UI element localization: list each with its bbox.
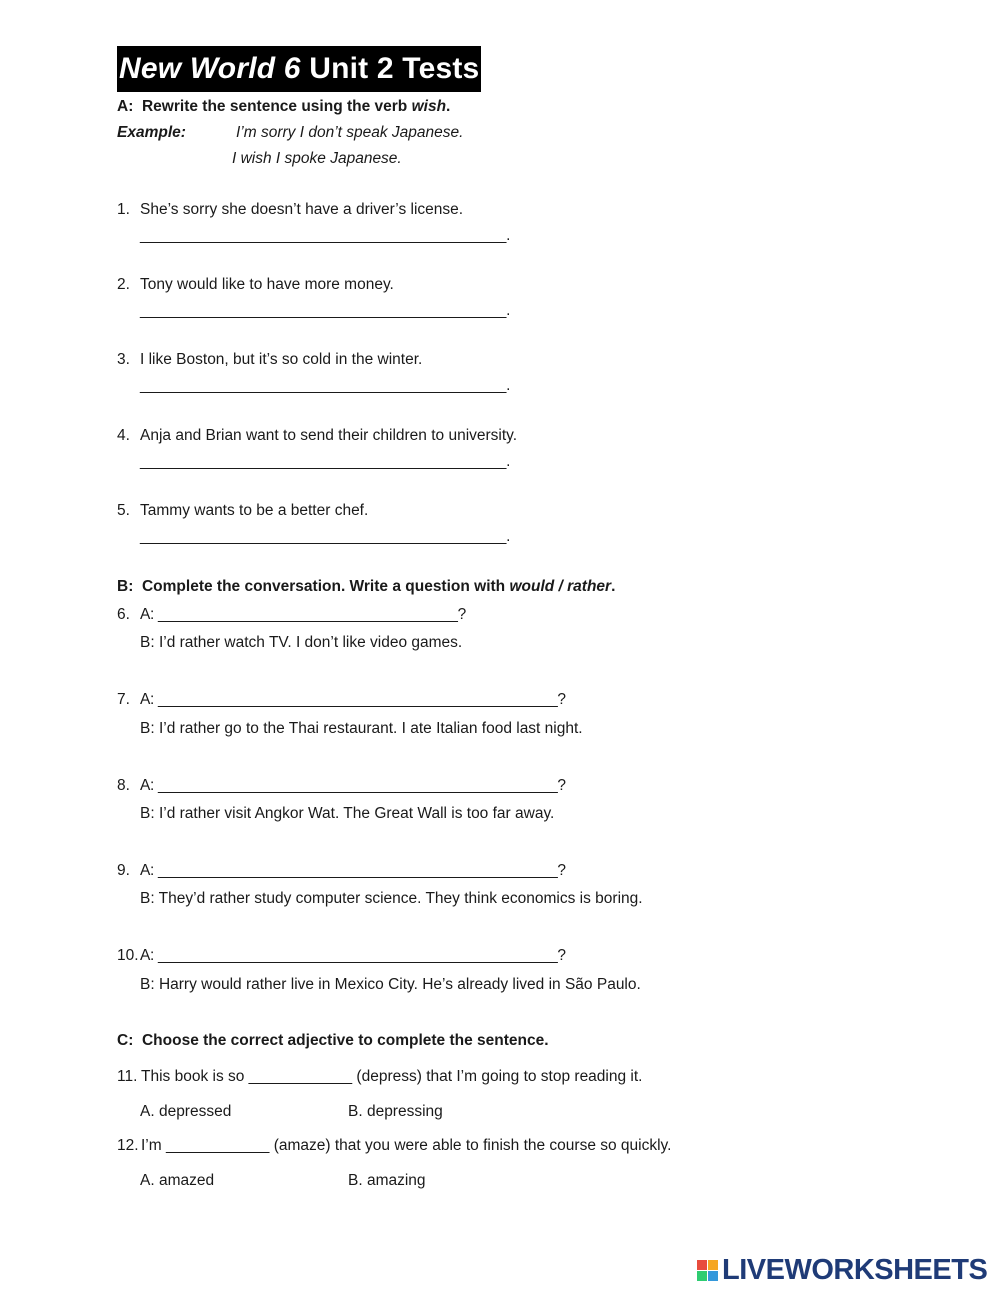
question-number: 3. [117,351,130,368]
question-text: Anja and Brian want to send their children to university. [140,427,518,444]
question-text[interactable]: This book is so ____________ (depress) that I’m going to stop reading it. [141,1068,643,1085]
response-text: B: I’d rather watch TV. I don’t like video games. [140,634,463,651]
answer-line[interactable]: ____________________________________________. [140,453,511,470]
liveworksheets-logo [697,1252,987,1288]
question-number: 9. [117,862,130,879]
question-answer-line[interactable]: A: ________________________________________________? [140,691,566,708]
answer-line[interactable]: ____________________________________________. [140,227,511,244]
question-text: I like Boston, but it’s so cold in the winter. [140,351,423,368]
question-number: 1. [117,201,130,218]
question-text: Tony would like to have more money. [140,276,394,293]
section-a-heading: A: Rewrite the sentence using the verb wish. [117,98,451,115]
question-number: 8. [117,777,130,794]
logo-block [708,1271,718,1281]
logo-blocks-icon [697,1260,718,1281]
worksheet-title [117,46,481,92]
logo-block [697,1260,707,1270]
logo-text: LIVEWORKSHEETS [722,1253,988,1286]
question-number: 6. [117,606,130,623]
question-text: Tammy wants to be a better chef. [140,502,369,519]
title-unit: Unit 2 Tests [300,52,480,85]
question-number: 10. [117,947,139,964]
question-text[interactable]: I’m ____________ (amaze) that you were able to finish the course so quickly. [141,1137,672,1154]
title-book-name: New World 6 [119,52,301,85]
question-text: She’s sorry she doesn’t have a driver’s license. [140,201,464,218]
answer-line[interactable]: ____________________________________________. [140,377,511,394]
question-number: 5. [117,502,130,519]
question-answer-line[interactable]: A: ________________________________________________? [140,862,566,879]
question-number: 7. [117,691,130,708]
question-number: 12. [117,1137,139,1154]
response-text: B: Harry would rather live in Mexico City. He’s already lived in São Paulo. [140,976,641,993]
question-number: 11. [117,1068,138,1085]
section-c-heading: C: Choose the correct adjective to complete the sentence. [117,1032,549,1049]
example-answer: I wish I spoke Japanese. [232,150,402,167]
logo-block [697,1271,707,1281]
example-prompt: I’m sorry I don’t speak Japanese. [236,124,464,141]
logo-block [708,1260,718,1270]
response-text: B: I’d rather go to the Thai restaurant. I ate Italian food last night. [140,720,583,737]
question-number: 4. [117,427,130,444]
question-answer-line[interactable]: A: ________________________________________________? [140,947,566,964]
question-answer-line[interactable]: A: ____________________________________? [140,606,466,623]
answer-line[interactable]: ____________________________________________. [140,528,511,545]
option-a[interactable]: A. depressed [140,1103,232,1120]
option-a[interactable]: A. amazed [140,1172,215,1189]
question-answer-line[interactable]: A: ________________________________________________? [140,777,566,794]
section-b-heading: B: Complete the conversation. Write a question with would / rather. [117,578,616,595]
option-b[interactable]: B. amazing [348,1172,426,1189]
answer-line[interactable]: ____________________________________________. [140,302,511,319]
response-text: B: They’d rather study computer science. They think economics is boring. [140,890,643,907]
response-text: B: I’d rather visit Angkor Wat. The Great Wall is too far away. [140,805,555,822]
example-label: Example: [117,124,186,141]
question-number: 2. [117,276,130,293]
option-b[interactable]: B. depressing [348,1103,443,1120]
